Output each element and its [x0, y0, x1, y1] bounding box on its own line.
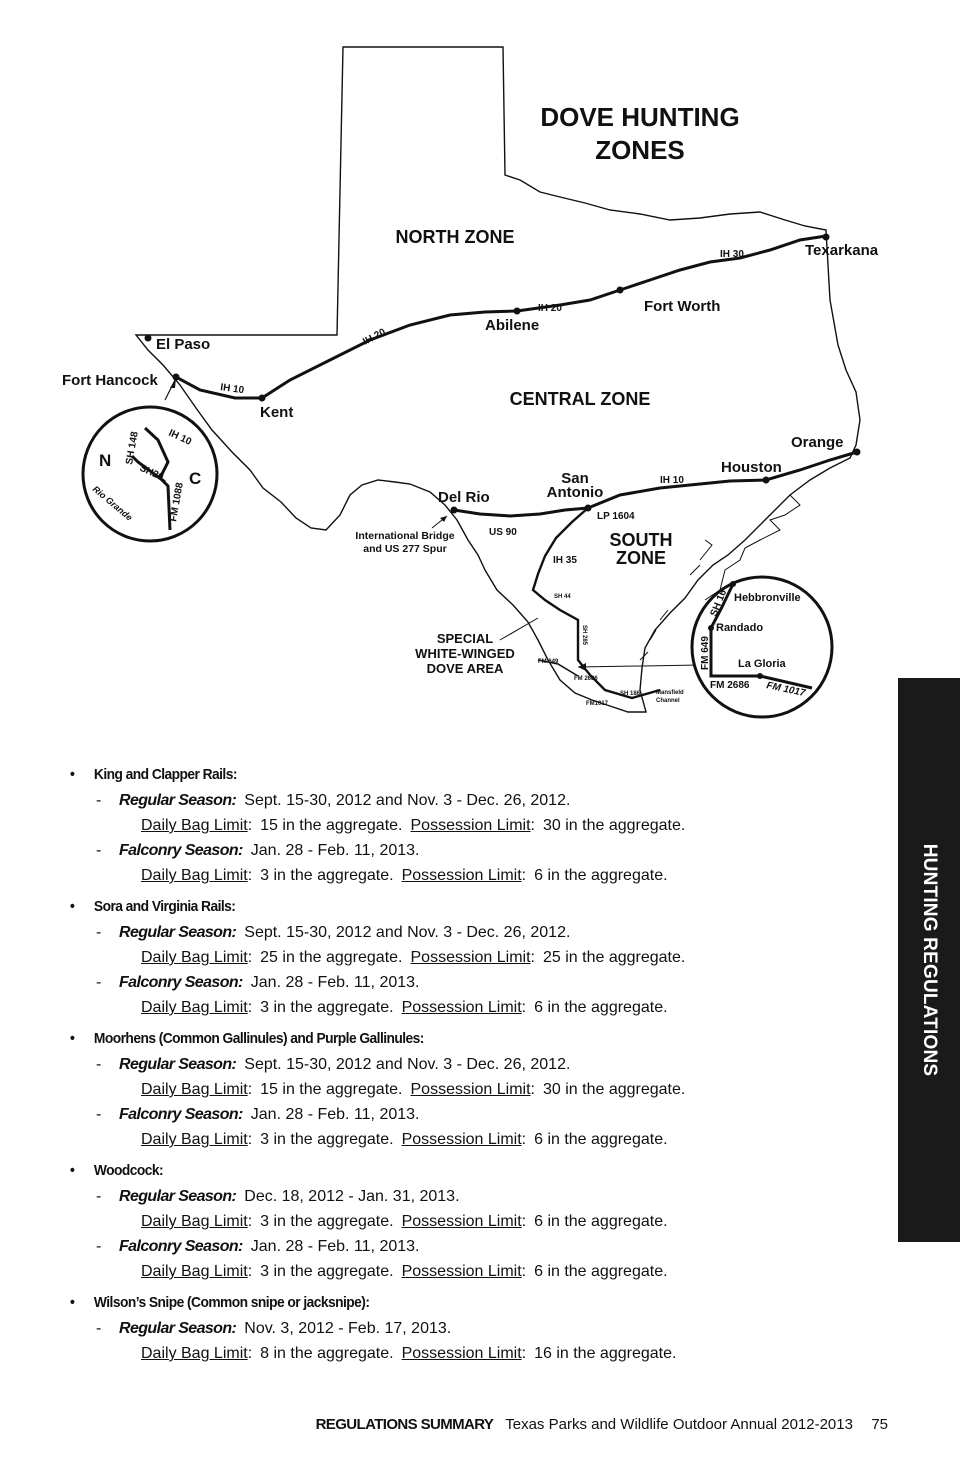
- south-inset: [578, 577, 832, 717]
- season-row: [70, 1052, 890, 1077]
- south-zone-label-line1: SOUTH: [609, 530, 673, 550]
- season-row: [70, 1102, 890, 1127]
- road-fm2686-small: FM 2686: [574, 676, 598, 682]
- season-label: Falconry Season:: [119, 1238, 243, 1255]
- city-fort-worth: Fort Worth: [644, 298, 721, 315]
- north-zone-label: NORTH ZONE: [395, 227, 515, 247]
- possession-limit-value: 25 in the aggregate.: [543, 949, 686, 966]
- city-el-paso: El Paso: [156, 336, 211, 353]
- species-name: Moorhens (Common Gallinules) and Purple Gallinules:: [93, 1030, 424, 1047]
- city-san-antonio-line1: San: [561, 470, 589, 487]
- possession-limit-label: Possession Limit: [401, 1345, 522, 1362]
- dash-icon: -: [96, 1238, 102, 1255]
- west-inset-fm1088: FM 1088: [168, 481, 186, 523]
- daily-bag-limit-label: Daily Bag Limit: [141, 867, 248, 884]
- city-orange: Orange: [791, 434, 844, 451]
- possession-limit-label: Possession Limit: [401, 1131, 522, 1148]
- season-label: Falconry Season:: [119, 842, 243, 859]
- south-zone-label-line2: ZONE: [615, 548, 667, 568]
- south-inset-sh16: SH 16: [708, 588, 730, 619]
- west-inset-c: C: [189, 469, 202, 488]
- species-title: [70, 1158, 824, 1184]
- possession-limit-value: 6 in the aggregate.: [534, 1263, 668, 1280]
- daily-bag-limit-label: Daily Bag Limit: [141, 817, 248, 834]
- season-label: Regular Season:: [119, 1056, 237, 1073]
- road-ih35: IH 35: [553, 555, 577, 566]
- limits-row: Daily Bag Limit: 3 in the aggregate. Possession Limit: 6 in the aggregate.: [141, 1263, 668, 1280]
- bullet-icon: •: [70, 1162, 75, 1179]
- bullet-icon: •: [70, 1294, 75, 1311]
- special-area-line2: WHITE-WINGED: [415, 646, 515, 661]
- mansfield-line2: Channel: [656, 698, 680, 704]
- regulations-list: [70, 762, 890, 1372]
- dash-icon: -: [96, 792, 102, 809]
- bridge-label-line1: International Bridge: [355, 530, 455, 542]
- south-inset-fm2686: FM 2686: [710, 680, 750, 691]
- season-dates: Dec. 18, 2012 - Jan. 31, 2013.: [244, 1188, 460, 1205]
- footer-section: REGULATIONS SUMMARY: [315, 1416, 494, 1433]
- page-number: 75: [871, 1416, 888, 1433]
- city-del-rio: Del Rio: [438, 489, 490, 506]
- limits-row: Daily Bag Limit: 3 in the aggregate. Possession Limit: 6 in the aggregate.: [141, 1131, 668, 1148]
- dash-icon: -: [96, 842, 102, 859]
- limits-row: Daily Bag Limit: 3 in the aggregate. Possession Limit: 6 in the aggregate.: [141, 999, 668, 1016]
- map-title-line2: ZONES: [595, 135, 685, 165]
- central-zone-label: CENTRAL ZONE: [509, 389, 651, 409]
- season-dates: Sept. 15-30, 2012 and Nov. 3 - Dec. 26, 2012.: [244, 1056, 571, 1073]
- page-footer: [316, 1416, 888, 1433]
- possession-limit-label: Possession Limit: [410, 817, 531, 834]
- special-area-line1: SPECIAL: [436, 631, 494, 646]
- species-block: [70, 1158, 890, 1284]
- city-fort-hancock: Fort Hancock: [62, 372, 158, 389]
- side-tab: [898, 678, 960, 1242]
- west-inset-n: N: [99, 451, 112, 470]
- limits-row: Daily Bag Limit: 15 in the aggregate. Possession Limit: 30 in the aggregate.: [141, 1081, 686, 1098]
- species-name: King and Clapper Rails:: [93, 766, 237, 783]
- season-row: [70, 1234, 890, 1259]
- possession-limit-label: Possession Limit: [401, 867, 522, 884]
- side-tab-label: HUNTING REGULATIONS: [919, 843, 940, 1077]
- dash-icon: -: [96, 1106, 102, 1123]
- possession-limit-label: Possession Limit: [401, 1263, 522, 1280]
- species-name: Woodcock:: [93, 1162, 164, 1179]
- possession-limit-value: 30 in the aggregate.: [543, 1081, 686, 1098]
- south-inset-hebbronville: Hebbronville: [734, 592, 801, 604]
- limits-row: Daily Bag Limit: 3 in the aggregate. Possession Limit: 6 in the aggregate.: [141, 867, 668, 884]
- west-inset-rio-grande: Rio Grande: [90, 483, 135, 523]
- city-houston: Houston: [721, 459, 782, 476]
- possession-limit-label: Possession Limit: [410, 949, 531, 966]
- limits-row: Daily Bag Limit: 8 in the aggregate. Possession Limit: 16 in the aggregate.: [141, 1345, 677, 1362]
- limits-row: Daily Bag Limit: 3 in the aggregate. Possession Limit: 6 in the aggregate.: [141, 1213, 668, 1230]
- daily-bag-limit-value: 25 in the aggregate.: [260, 949, 403, 966]
- city-san-antonio-line2: Antonio: [546, 484, 604, 501]
- daily-bag-limit-label: Daily Bag Limit: [141, 1081, 248, 1098]
- season-dates: Jan. 28 - Feb. 11, 2013.: [250, 842, 420, 859]
- road-lp1604: LP 1604: [597, 511, 635, 522]
- daily-bag-limit-value: 3 in the aggregate.: [260, 1131, 394, 1148]
- road-sh285: SH 285: [581, 625, 587, 646]
- possession-limit-label: Possession Limit: [401, 999, 522, 1016]
- daily-bag-limit-value: 3 in the aggregate.: [260, 1213, 394, 1230]
- road-us90: US 90: [489, 527, 517, 538]
- daily-bag-limit-value: 3 in the aggregate.: [260, 999, 394, 1016]
- dash-icon: -: [96, 1188, 102, 1205]
- species-block: [70, 894, 890, 1020]
- daily-bag-limit-value: 3 in the aggregate.: [260, 1263, 394, 1280]
- dash-icon: -: [96, 1056, 102, 1073]
- daily-bag-limit-value: 8 in the aggregate.: [260, 1345, 394, 1362]
- season-dates: Jan. 28 - Feb. 11, 2013.: [250, 1106, 420, 1123]
- season-row: [70, 838, 890, 863]
- season-dates: Sept. 15-30, 2012 and Nov. 3 - Dec. 26, 2012.: [244, 792, 571, 809]
- daily-bag-limit-label: Daily Bag Limit: [141, 1345, 248, 1362]
- possession-limit-value: 6 in the aggregate.: [534, 867, 668, 884]
- season-row: [70, 970, 890, 995]
- season-row: [70, 1316, 890, 1341]
- bullet-icon: •: [70, 898, 75, 915]
- possession-limit-value: 30 in the aggregate.: [543, 817, 686, 834]
- season-dates: Jan. 28 - Feb. 11, 2013.: [250, 974, 420, 991]
- season-label: Falconry Season:: [119, 1106, 243, 1123]
- possession-limit-value: 6 in the aggregate.: [534, 1131, 668, 1148]
- possession-limit-label: Possession Limit: [401, 1213, 522, 1230]
- road-ih30: IH 30: [720, 249, 744, 260]
- species-name: Sora and Virginia Rails:: [93, 898, 236, 915]
- special-area-line3: DOVE AREA: [426, 661, 504, 676]
- possession-limit-value: 6 in the aggregate.: [534, 1213, 668, 1230]
- daily-bag-limit-label: Daily Bag Limit: [141, 1131, 248, 1148]
- road-ih20: IH 20: [538, 303, 562, 314]
- daily-bag-limit-label: Daily Bag Limit: [141, 1213, 248, 1230]
- season-row: [70, 1184, 890, 1209]
- map-title-line1: DOVE HUNTING: [540, 102, 740, 132]
- season-row: [70, 788, 890, 813]
- road-ih20-diag: IH 20: [361, 326, 388, 348]
- daily-bag-limit-label: Daily Bag Limit: [141, 999, 248, 1016]
- west-inset-sh20: SH20: [137, 462, 166, 484]
- mansfield-line1: Mansfield: [656, 690, 684, 696]
- species-block: [70, 1026, 890, 1152]
- daily-bag-limit-label: Daily Bag Limit: [141, 949, 248, 966]
- species-title: [70, 762, 824, 788]
- limits-row: Daily Bag Limit: 25 in the aggregate. Possession Limit: 25 in the aggregate.: [141, 949, 686, 966]
- season-label: Regular Season:: [119, 792, 237, 809]
- daily-bag-limit-value: 3 in the aggregate.: [260, 867, 394, 884]
- city-abilene: Abilene: [485, 317, 540, 334]
- west-inset: [83, 378, 217, 541]
- species-title: [70, 1290, 824, 1316]
- west-inset-ih10: IH 10: [166, 427, 194, 448]
- south-zone-boundary: [454, 452, 857, 516]
- season-label: Falconry Season:: [119, 974, 243, 991]
- season-dates: Jan. 28 - Feb. 11, 2013.: [250, 1238, 420, 1255]
- road-fm1017-small: FM1017: [586, 701, 609, 707]
- species-name: Wilson’s Snipe (Common snipe or jacksnipe):: [93, 1294, 370, 1311]
- dash-icon: -: [96, 974, 102, 991]
- city-texarkana: Texarkana: [805, 242, 879, 259]
- daily-bag-limit-value: 15 in the aggregate.: [260, 817, 403, 834]
- daily-bag-limit-value: 15 in the aggregate.: [260, 1081, 403, 1098]
- season-row: [70, 920, 890, 945]
- season-label: Regular Season:: [119, 1320, 237, 1337]
- species-block: [70, 762, 890, 888]
- species-title: [70, 894, 824, 920]
- season-dates: Sept. 15-30, 2012 and Nov. 3 - Dec. 26, 2012.: [244, 924, 571, 941]
- limits-row: Daily Bag Limit: 15 in the aggregate. Possession Limit: 30 in the aggregate.: [141, 817, 686, 834]
- footer-publication: Texas Parks and Wildlife Outdoor Annual 2012-2013: [505, 1416, 853, 1433]
- bridge-label-line2: and US 277 Spur: [363, 543, 447, 555]
- south-inset-la-gloria: La Gloria: [738, 658, 786, 670]
- bullet-icon: •: [70, 1030, 75, 1047]
- south-inset-fm649: FM 649: [700, 636, 711, 670]
- bullet-icon: •: [70, 766, 75, 783]
- road-sh44: SH 44: [554, 594, 571, 600]
- daily-bag-limit-label: Daily Bag Limit: [141, 1263, 248, 1280]
- dash-icon: -: [96, 1320, 102, 1337]
- south-inset-randado: Randado: [716, 622, 764, 634]
- season-label: Regular Season:: [119, 1188, 237, 1205]
- road-ih10-west: IH 10: [219, 382, 245, 397]
- species-block: [70, 1290, 890, 1366]
- species-title: [70, 1026, 824, 1052]
- possession-limit-label: Possession Limit: [410, 1081, 531, 1098]
- road-fm649-small: FM 649: [538, 659, 559, 665]
- road-ih10-east: IH 10: [660, 475, 684, 486]
- dash-icon: -: [96, 924, 102, 941]
- south-inset-fm1017: FM 1017: [765, 680, 807, 700]
- season-label: Regular Season:: [119, 924, 237, 941]
- west-inset-sh148: SH 148: [124, 430, 141, 466]
- possession-limit-value: 6 in the aggregate.: [534, 999, 668, 1016]
- road-sh186: SH 186: [620, 691, 641, 697]
- season-dates: Nov. 3, 2012 - Feb. 17, 2013.: [244, 1320, 452, 1337]
- possession-limit-value: 16 in the aggregate.: [534, 1345, 677, 1362]
- city-kent: Kent: [260, 404, 294, 421]
